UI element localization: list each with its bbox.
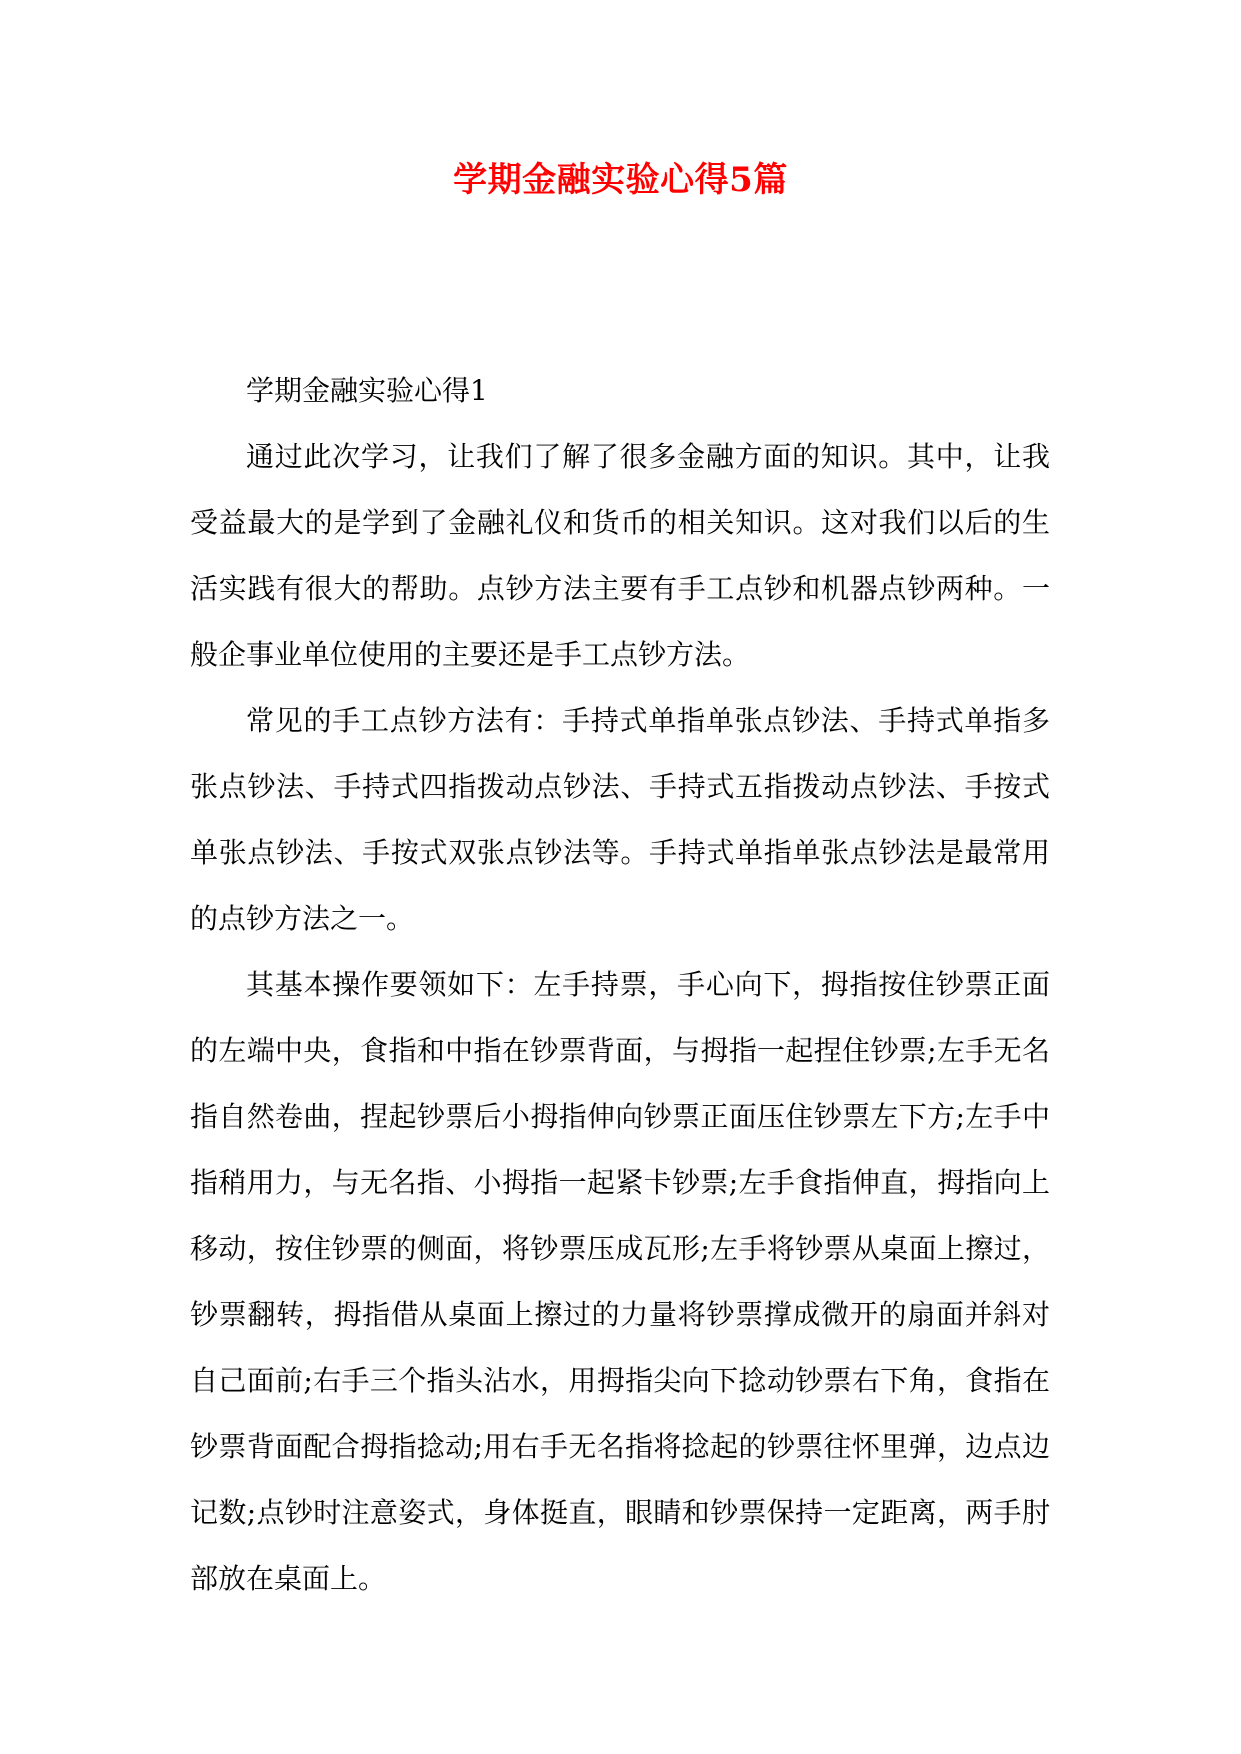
section-heading: 学期金融实验心得1 [246,374,488,407]
paragraph-3: 其基本操作要领如下：左手持票，手心向下，拇指按住钞票正面的左端中央，食指和中指在钞票背面，与拇指一起捏住钞票;左手无名指自然卷曲，捏起钞票后小拇指伸向钞票正面压住钞票左下方;左手中指稍用力，与无名指、小拇指一起紧卡钞票;左手食指伸直，拇指向上移动，按住钞票的侧面，将钞票压成瓦形;左手将钞票从桌面上擦过，钞票翻转，拇指借从桌面上擦过的力量将钞票撑成微开的扇面并斜对自己面前;右手三个指头沾水，用拇指尖向下捻动钞票右下角，食指在钞票背面配合拇指捻动;用右手无名指将捻起的钞票往怀里弹，边点边记数;点钞时注意姿式，身体挺直，眼睛和钞票保持一定距离，两手肘部放在桌面上。 [190,968,1050,1595]
document-title: 学期金融实验心得5篇 [453,160,788,200]
paragraph-1: 通过此次学习，让我们了解了很多金融方面的知识。其中，让我受益最大的是学到了金融礼仪和货币的相关知识。这对我们以后的生活实践有很大的帮助。点钞方法主要有手工点钞和机器点钞两种。一般企事业单位使用的主要还是手工点钞方法。 [190,440,1050,671]
paragraph-2: 常见的手工点钞方法有：手持式单指单张点钞法、手持式单指多张点钞法、手持式四指拨动点钞法、手持式五指拨动点钞法、手按式单张点钞法、手按式双张点钞法等。手持式单指单张点钞法是最常用的点钞方法之一。 [190,704,1050,935]
document-body [190,358,1050,1612]
